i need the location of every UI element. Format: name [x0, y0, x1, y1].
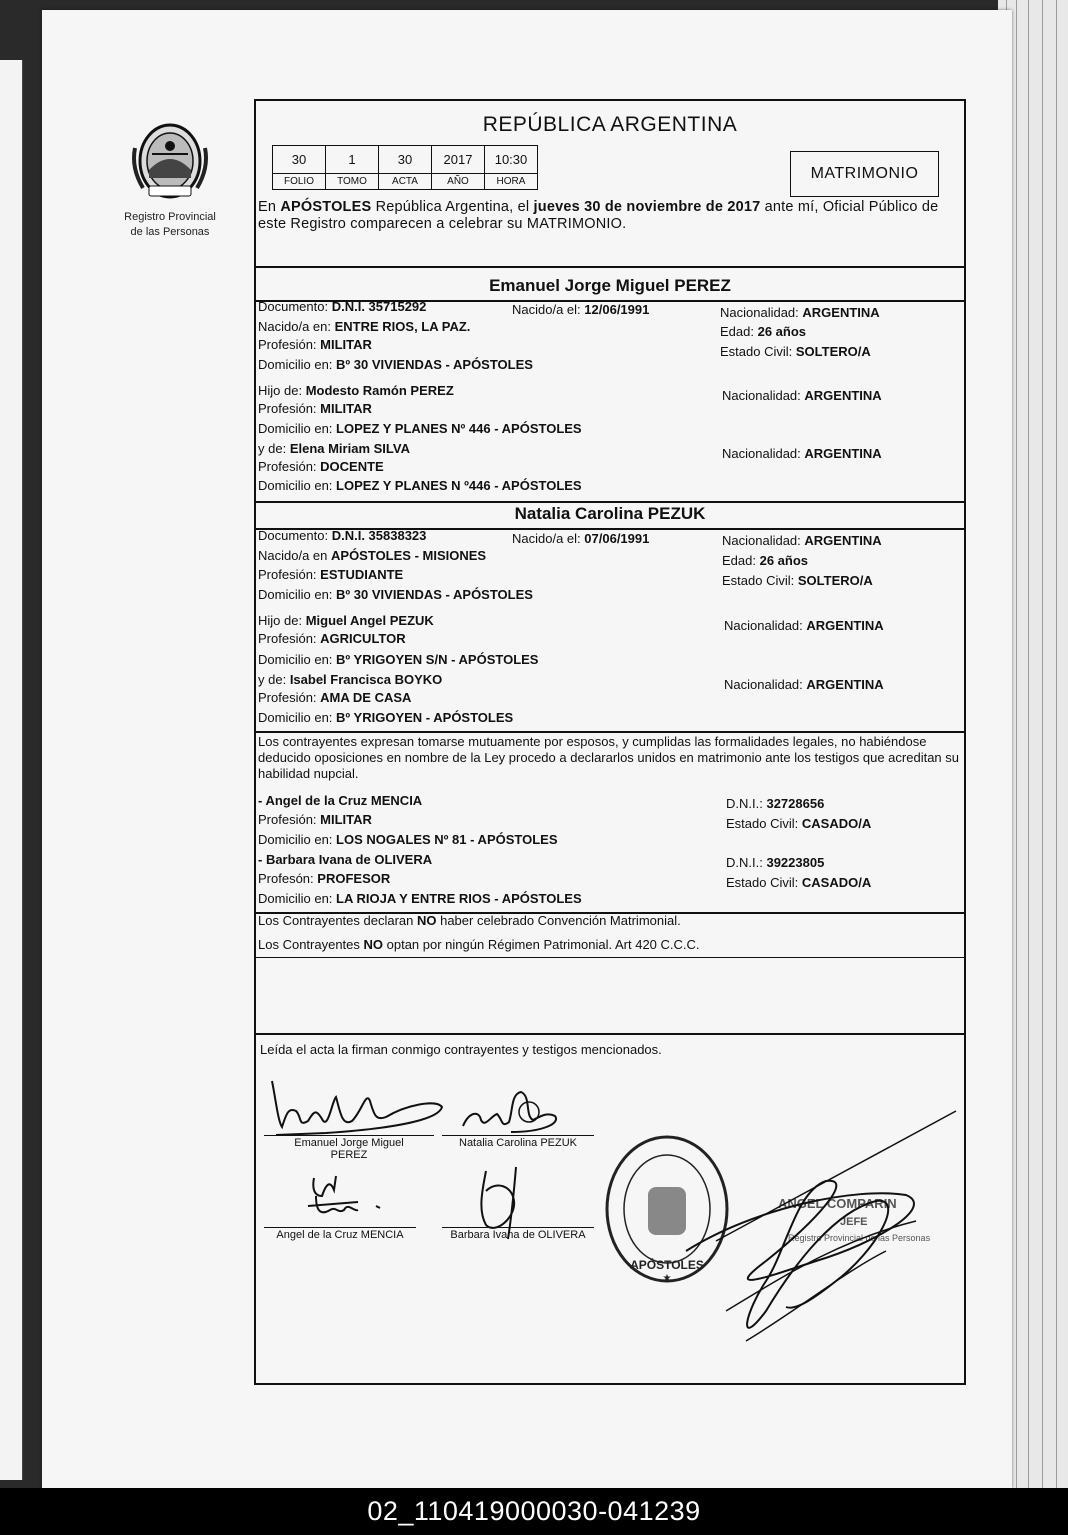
c2-father-nationality: ARGENTINA: [806, 618, 884, 633]
c1-father: Modesto Ramón PEREZ: [305, 383, 454, 398]
footer-code: 02_110419000030-041239: [0, 1488, 1068, 1535]
adjacent-page-edge: [0, 60, 23, 1480]
c2-mother-address: Bº YRIGOYEN - APÓSTOLES: [336, 710, 514, 725]
c1-civil-status: SOLTERO/A: [795, 344, 871, 359]
hour-label: HORA: [485, 174, 538, 190]
c2-profession: ESTUDIANTE: [320, 567, 404, 582]
contrayente-2-name: Natalia Carolina PEZUK: [514, 504, 706, 523]
signature-natalia-pezuk: [451, 1086, 601, 1141]
tomo-value: 1: [326, 146, 379, 174]
act-type-box: MATRIMONIO: [790, 151, 939, 197]
witness-1-profession: MILITAR: [320, 812, 372, 827]
hour-value: 10:30: [485, 146, 538, 174]
read-statement: Leída el acta la firman conmigo contrayentes y testigos mencionados.: [260, 1042, 662, 1057]
signature-officer: [616, 1111, 966, 1361]
sig-label-2: Natalia Carolina PEZUK: [459, 1137, 577, 1149]
marriage-act-form: REPÚBLICA ARGENTINA 30 1 30 2017 10:30 FOLIO TOMO ACTA AÑO HORA MATRIMONIO En APÓSTOLES República Argentina, el jueves 30 de noviembre de 2017 ante mí, Oficial Público de este Registro comparecen a celebrar su MATRIMONIO. Emanuel Jorge Miguel PEREZ Documento: D.N.I. 35715292 Nacido/a el: 12/06/1991 Nacionalidad: ARGENTINA Nacido/a en: ENTRE RIOS, LA PAZ. Edad: 26 años Profesión: MILITAR Estado Civil: SOLTERO/A Domicilio en: Bº 30 VIVIENDAS - APÓSTOLES Hijo de: Modesto Ramón PEREZ Nacionalidad: ARGENTINA Profesión: MILITAR Domicilio en: LOPEZ Y PLANES Nº 446 - APÓSTOLES y de: Elena Miriam SILVA Nacionalidad: ARGENTINA Profesión: DOCENTE Domicilio en: LOPEZ Y PLANES N º446 - APÓSTOLES Natalia Carolina PEZUK Documento: D.N.I. 35838323 Nacido/a el: 07/06/1991 Nacionalidad: ARGENTINA Nacido/a en APÓSTOLES - MISIONES Edad: 26 años Profesión: ESTUDIANTE Estado Civil: SOLTERO/A Domicilio en: Bº 30 VIVIENDAS - APÓSTOLES Hijo de: Miguel Angel PEZUK Nacionalidad: ARGENTINA Profesión: AGRICULTOR Domicilio en: Bº YRIGOYEN S/N - APÓSTOLES y de: Isabel Francisca BOYKO Nacionalidad: ARGENTINA Profesión: AMA DE CASA Domicilio en: Bº YRIGOYEN - APÓSTOLES Los contrayentes expresan tomarse mutuamente por esposos, y cumplidas las formalidades legales, no habiéndose deducido oposiciones en nombre de la Ley procedo a declararlos unidos en matrimonio ante los testigos que acreditan su habilidad nupcial. - Angel de la Cruz MENCIA D.N.I.: 32728656 Profesión: MILITAR Estado Civil: CASADO/A Domicilio en: LOS NOGALES Nº 81 - APÓSTOLES - Barbara Ivana de OLIVERA D.N.I.: 39223805 Profesón: PROFESOR Estado Civil: CASADO/A Domicilio en: LA RIOJA Y ENTRE RIOS - APÓSTOLES Los Contrayentes declaran NO haber celebrado Convención Matrimonial. Los Contrayentes NO optan por ningún Régimen Patrimonial. Art 420 C.C.C. Leída el acta la firman conmigo contrayentes y testigos mencionados. Emanuel Jorge Miguel PEREZ Natalia Carolina PEZUK Angel de la Cruz MENCIA Barbara Ivana de OLIVERA APÓSTOLES ★ ANGEL COMPARIN JEFE Registro Provincial de las Personas: [254, 99, 966, 1385]
regime-statement: Los Contrayentes NO optan por ningún Régimen Patrimonial. Art 420 C.C.C.: [258, 937, 700, 952]
c1-profession: MILITAR: [320, 337, 372, 352]
c1-mother-nationality: ARGENTINA: [804, 446, 882, 461]
c2-father-address: Bº YRIGOYEN S/N - APÓSTOLES: [336, 652, 539, 667]
folio-value: 30: [273, 146, 326, 174]
c1-father-nationality: ARGENTINA: [804, 388, 882, 403]
acta-value: 30: [379, 146, 432, 174]
c2-mother-nationality: ARGENTINA: [806, 677, 884, 692]
provincial-seal: [120, 118, 220, 239]
c2-address: Bº 30 VIVIENDAS - APÓSTOLES: [336, 587, 533, 602]
witness-1-dni: 32728656: [766, 796, 825, 811]
c1-birth-place: ENTRE RIOS, LA PAZ.: [334, 319, 471, 334]
sig-label-1: Emanuel Jorge Miguel PEREZ: [294, 1137, 404, 1161]
c1-father-address: LOPEZ Y PLANES Nº 446 - APÓSTOLES: [336, 421, 582, 436]
signature-emanuel-perez: [266, 1071, 446, 1141]
misiones-emblem-icon: [127, 118, 213, 204]
acta-label: ACTA: [379, 174, 432, 190]
intro-city: APÓSTOLES: [280, 199, 372, 215]
year-label: AÑO: [432, 174, 485, 190]
c2-birth-place: APÓSTOLES - MISIONES: [331, 548, 487, 563]
c1-mother-address: LOPEZ Y PLANES N º446 - APÓSTOLES: [336, 478, 582, 493]
svg-text:APÓSTOLES: APÓSTOLES: [630, 1258, 704, 1272]
c2-father: Miguel Angel PEZUK: [305, 613, 434, 628]
declaration-paragraph: Los contrayentes expresan tomarse mutuamente por esposos, y cumplidas las formalidades legales, no habiéndose deducido oposiciones en nombre de la Ley procedo a declararlos unidos en matrimonio ante los testigos que acreditan su habilidad nupcial.: [258, 734, 959, 781]
witness-1-address: LOS NOGALES Nº 81 - APÓSTOLES: [336, 832, 558, 847]
registry-table: [272, 145, 538, 190]
c1-age: 26 años: [757, 324, 807, 339]
c2-birth-date: 07/06/1991: [584, 531, 650, 546]
officer-stamp-office: Registro Provincial de las Personas: [788, 1233, 931, 1243]
intro-paragraph: En APÓSTOLES República Argentina, el jueves 30 de noviembre de 2017 ante mí, Oficial Público de este Registro comparecen a celebrar su MATRIMONIO.: [258, 199, 939, 232]
tomo-label: TOMO: [326, 174, 379, 190]
c1-nationality: ARGENTINA: [802, 305, 880, 320]
c2-civil-status: SOLTERO/A: [797, 573, 873, 588]
c1-mother-profession: DOCENTE: [320, 459, 384, 474]
convention-statement: Los Contrayentes declaran NO haber celebrado Convención Matrimonial.: [258, 913, 681, 928]
c1-birth-date: 12/06/1991: [584, 302, 650, 317]
witness-2-civil-status: CASADO/A: [801, 875, 872, 890]
year-value: 2017: [432, 146, 485, 174]
sig-label-4: Barbara Ivana de OLIVERA: [450, 1229, 586, 1241]
c2-mother-profession: AMA DE CASA: [320, 690, 412, 705]
witness-2-name: - Barbara Ivana de OLIVERA: [258, 852, 433, 867]
witness-1-civil-status: CASADO/A: [801, 816, 872, 831]
signature-angel-mencia: [296, 1166, 406, 1226]
c2-document: D.N.I. 35838323: [331, 528, 427, 543]
witness-2-address: LA RIOJA Y ENTRE RIOS - APÓSTOLES: [336, 891, 582, 906]
c2-mother: Isabel Francisca BOYKO: [289, 672, 443, 687]
c2-father-profession: AGRICULTOR: [320, 631, 406, 646]
officer-stamp-name: ANGEL COMPARIN: [778, 1196, 897, 1211]
witness-1-name: - Angel de la Cruz MENCIA: [258, 793, 423, 808]
officer-stamp-title: JEFE: [840, 1216, 868, 1228]
page-title: REPÚBLICA ARGENTINA: [482, 113, 738, 136]
c2-nationality: ARGENTINA: [804, 533, 882, 548]
intro-date: jueves 30 de noviembre de 2017: [533, 199, 761, 215]
c1-father-profession: MILITAR: [320, 401, 372, 416]
folio-label: FOLIO: [273, 174, 326, 190]
svg-text:★: ★: [662, 1273, 672, 1284]
witness-2-profession: PROFESOR: [317, 871, 391, 886]
seal-label-line-2: de las Personas: [130, 226, 210, 238]
contrayente-1-name: Emanuel Jorge Miguel PEREZ: [489, 276, 731, 295]
witness-2-dni: 39223805: [766, 855, 825, 870]
c1-document: D.N.I. 35715292: [331, 299, 427, 314]
sig-label-3: Angel de la Cruz MENCIA: [276, 1229, 404, 1241]
c2-age: 26 años: [759, 553, 809, 568]
seal-label-line-1: Registro Provincial: [124, 211, 216, 223]
c1-address: Bº 30 VIVIENDAS - APÓSTOLES: [336, 357, 533, 372]
c1-mother: Elena Miriam SILVA: [289, 441, 410, 456]
